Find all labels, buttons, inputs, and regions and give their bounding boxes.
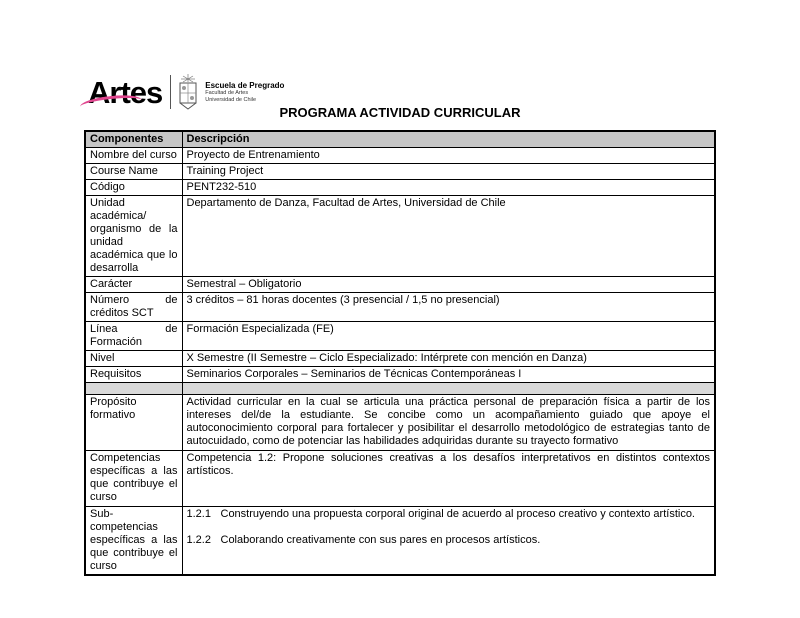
table-row-competencias [85, 451, 715, 507]
row-label: Nombre del curso [85, 148, 182, 164]
row-value: 3 créditos – 81 horas docentes (3 presencial / 1,5 no presencial) [182, 293, 715, 322]
table-row-proposito [85, 395, 715, 451]
org-line-escuela: Escuela de Pregrado [205, 81, 285, 91]
artes-wordmark [88, 74, 168, 110]
row-value [182, 507, 715, 576]
table-row-caracter [85, 277, 715, 293]
org-line-facultad: Facultad de Artes [205, 90, 249, 97]
table-row-subcompetencias [85, 507, 715, 576]
row-value: X Semestre (II Semestre – Ciclo Especializado: Intérprete con mención en Danza) [182, 351, 715, 367]
org-line-universidad: Universidad de Chile [205, 96, 257, 103]
page-title: PROGRAMA ACTIVIDAD CURRICULAR [279, 105, 521, 120]
logo-org-text [205, 81, 284, 103]
table-separator-row [85, 383, 715, 395]
row-value: Training Project [182, 164, 715, 180]
row-label: Unidad académica/ organismo de la unidad académica que lo desarrolla [85, 196, 182, 277]
subcompetencia-text: Colaborando creativamente con sus pares en procesos artísticos. [220, 534, 541, 546]
row-value: Formación Especializada (FE) [182, 322, 715, 351]
row-label: Competencias específicas a las que contribuye el curso [85, 451, 182, 507]
row-label: Sub-competencias específicas a las que contribuye el curso [85, 507, 182, 576]
subcompetencia-text: Construyendo una propuesta corporal original de acuerdo al proceso creativo y contexto artístico. [220, 508, 695, 520]
row-label: Course Name [85, 164, 182, 180]
row-value: Competencia 1.2: Propone soluciones creativas a los desafíos interpretativos en distintos contextos artísticos. [182, 451, 715, 507]
row-label: Nivel [85, 351, 182, 367]
table-row-codigo [85, 180, 715, 196]
table-row-unidad [85, 196, 715, 277]
col-header-componentes: Componentes [85, 131, 182, 148]
row-label: Propósito formativo [85, 395, 182, 451]
col-header-descripcion: Descripción [182, 131, 715, 148]
row-value: Semestral – Obligatorio [182, 277, 715, 293]
subcompetencia-number: 1.2.1 [186, 508, 211, 520]
row-value: Proyecto de Entrenamiento [182, 148, 715, 164]
row-label: Número de créditos SCT [85, 293, 182, 322]
table-row-nivel [85, 351, 715, 367]
row-label: Línea de Formación [85, 322, 182, 351]
subcompetencia-item [187, 534, 711, 547]
row-value: Actividad curricular en la cual se articula una práctica personal de preparación física a partir de los intereses del/de la estudiante. Se concibe como un acompañamiento guiado que apoye el autoconocimiento corporal para fortalecer y posibilitar el desarrollo metodológico de estrategias tanto de autocuidado, como de potenciar las habilidades adquiridas durante su trayecto formativo [182, 395, 715, 451]
table-row-requisitos [85, 367, 715, 383]
row-value: Seminarios Corporales – Seminarios de Técnicas Contemporáneas I [182, 367, 715, 383]
artes-wordmark-text: Artes [88, 74, 163, 110]
row-value: Departamento de Danza, Facultad de Artes, Universidad de Chile [182, 196, 715, 277]
separator-cell [182, 383, 715, 395]
subcompetencia-item [187, 508, 711, 521]
curricular-program-table [84, 130, 716, 576]
row-label: Requisitos [85, 367, 182, 383]
table-row-nombre [85, 148, 715, 164]
row-label: Carácter [85, 277, 182, 293]
table-row-linea [85, 322, 715, 351]
table-header-row [85, 131, 715, 148]
row-label: Código [85, 180, 182, 196]
logo-divider [170, 75, 171, 109]
table-row-creditos [85, 293, 715, 322]
separator-cell [85, 383, 182, 395]
subcompetencia-number: 1.2.2 [186, 534, 211, 546]
row-value: PENT232-510 [182, 180, 715, 196]
table-row-course-name [85, 164, 715, 180]
